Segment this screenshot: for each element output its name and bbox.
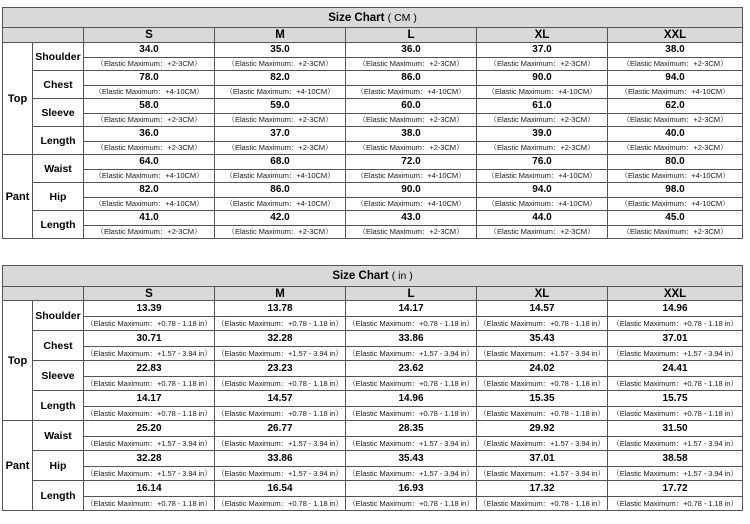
elastic-note: （Elastic Maximum：+4-10CM） xyxy=(84,86,215,99)
measurement-row xyxy=(3,43,743,58)
measurement-value: 25.20 xyxy=(84,421,215,437)
elastic-note: （Elastic Maximum：+0.78 - 1.18 in） xyxy=(84,407,215,421)
size-header-xl: XL xyxy=(477,28,608,43)
size-header-xxl: XXL xyxy=(608,28,743,43)
measurement-row xyxy=(3,155,743,170)
measurement-value: 86.0 xyxy=(215,183,346,198)
measurement-value: 35.0 xyxy=(215,43,346,58)
elastic-note: （Elastic Maximum：+0.78 - 1.18 in） xyxy=(84,497,215,511)
elastic-note: （Elastic Maximum：+0.78 - 1.18 in） xyxy=(608,497,743,511)
elastic-note: （Elastic Maximum：+2-3CM） xyxy=(477,114,608,127)
elastic-row xyxy=(3,142,743,155)
elastic-note: （Elastic Maximum：+2-3CM） xyxy=(215,58,346,71)
elastic-note: （Elastic Maximum：+1.57 - 3.94 in） xyxy=(346,467,477,481)
elastic-note: （Elastic Maximum：+2-3CM） xyxy=(346,58,477,71)
measurement-value: 37.01 xyxy=(477,451,608,467)
measurement-value: 16.54 xyxy=(215,481,346,497)
elastic-row xyxy=(3,467,743,481)
measurement-value: 38.58 xyxy=(608,451,743,467)
elastic-note: （Elastic Maximum：+4-10CM） xyxy=(477,198,608,211)
size-header-l: L xyxy=(346,28,477,43)
size-header-blank xyxy=(3,28,84,43)
chart-unit: ( in ) xyxy=(391,270,413,282)
elastic-note: （Elastic Maximum：+0.78 - 1.18 in） xyxy=(84,317,215,331)
measurement-value: 90.0 xyxy=(477,71,608,86)
chart-title xyxy=(3,8,743,28)
elastic-note: （Elastic Maximum：+4-10CM） xyxy=(84,198,215,211)
elastic-note: （Elastic Maximum：+1.57 - 3.94 in） xyxy=(215,437,346,451)
measurement-row xyxy=(3,127,743,142)
elastic-row xyxy=(3,437,743,451)
measurement-value: 33.86 xyxy=(346,331,477,347)
measurement-value: 16.93 xyxy=(346,481,477,497)
measurement-value: 13.78 xyxy=(215,301,346,317)
elastic-note: （Elastic Maximum：+0.78 - 1.18 in） xyxy=(477,377,608,391)
elastic-note: （Elastic Maximum：+2-3CM） xyxy=(608,226,743,239)
measurement-value: 33.86 xyxy=(215,451,346,467)
elastic-note: （Elastic Maximum：+0.78 - 1.18 in） xyxy=(477,317,608,331)
elastic-note: （Elastic Maximum：+0.78 - 1.18 in） xyxy=(346,377,477,391)
measurement-label: Waist xyxy=(33,421,84,451)
measurement-label: Sleeve xyxy=(33,361,84,391)
measurement-value: 22.83 xyxy=(84,361,215,377)
elastic-note: （Elastic Maximum：+1.57 - 3.94 in） xyxy=(84,467,215,481)
size-header-m: M xyxy=(215,287,346,301)
elastic-note: （Elastic Maximum：+2-3CM） xyxy=(608,114,743,127)
measurement-value: 14.17 xyxy=(84,391,215,407)
size-chart-table xyxy=(2,265,743,511)
measurement-label: Chest xyxy=(33,331,84,361)
measurement-value: 17.32 xyxy=(477,481,608,497)
measurement-label: Length xyxy=(33,391,84,421)
elastic-note: （Elastic Maximum：+0.78 - 1.18 in） xyxy=(84,377,215,391)
measurement-value: 23.23 xyxy=(215,361,346,377)
elastic-note: （Elastic Maximum：+4-10CM） xyxy=(608,86,743,99)
measurement-value: 98.0 xyxy=(608,183,743,198)
measurement-row xyxy=(3,331,743,347)
measurement-value: 17.72 xyxy=(608,481,743,497)
measurement-row xyxy=(3,361,743,377)
elastic-note: （Elastic Maximum：+0.78 - 1.18 in） xyxy=(608,377,743,391)
group-label-pant: Pant xyxy=(3,421,33,511)
elastic-note: （Elastic Maximum：+4-10CM） xyxy=(215,86,346,99)
elastic-note: （Elastic Maximum：+1.57 - 3.94 in） xyxy=(215,467,346,481)
measurement-value: 44.0 xyxy=(477,211,608,226)
elastic-note: （Elastic Maximum：+2-3CM） xyxy=(346,226,477,239)
elastic-note: （Elastic Maximum：+1.57 - 3.94 in） xyxy=(84,347,215,361)
measurement-value: 40.0 xyxy=(608,127,743,142)
elastic-note: （Elastic Maximum：+2-3CM） xyxy=(608,58,743,71)
elastic-row xyxy=(3,407,743,421)
measurement-value: 15.35 xyxy=(477,391,608,407)
elastic-note: （Elastic Maximum：+1.57 - 3.94 in） xyxy=(477,467,608,481)
elastic-note: （Elastic Maximum：+0.78 - 1.18 in） xyxy=(608,317,743,331)
measurement-value: 35.43 xyxy=(477,331,608,347)
measurement-value: 58.0 xyxy=(84,99,215,114)
measurement-value: 68.0 xyxy=(215,155,346,170)
measurement-row xyxy=(3,71,743,86)
elastic-note: （Elastic Maximum：+1.57 - 3.94 in） xyxy=(215,347,346,361)
measurement-label: Hip xyxy=(33,183,84,211)
size-header-xxl: XXL xyxy=(608,287,743,301)
size-header-l: L xyxy=(346,287,477,301)
elastic-note: （Elastic Maximum：+1.57 - 3.94 in） xyxy=(608,347,743,361)
elastic-note: （Elastic Maximum：+2-3CM） xyxy=(84,226,215,239)
elastic-note: （Elastic Maximum：+2-3CM） xyxy=(477,226,608,239)
elastic-note: （Elastic Maximum：+1.57 - 3.94 in） xyxy=(608,467,743,481)
size-header-m: M xyxy=(215,28,346,43)
measurement-value: 82.0 xyxy=(215,71,346,86)
measurement-value: 15.75 xyxy=(608,391,743,407)
size-header-s: S xyxy=(84,287,215,301)
elastic-note: （Elastic Maximum：+2-3CM） xyxy=(215,142,346,155)
elastic-note: （Elastic Maximum：+0.78 - 1.18 in） xyxy=(346,317,477,331)
elastic-note: （Elastic Maximum：+4-10CM） xyxy=(84,170,215,183)
measurement-value: 42.0 xyxy=(215,211,346,226)
measurement-value: 35.43 xyxy=(346,451,477,467)
measurement-row xyxy=(3,421,743,437)
elastic-note: （Elastic Maximum：+1.57 - 3.94 in） xyxy=(608,437,743,451)
measurement-value: 16.14 xyxy=(84,481,215,497)
chart-title-text: Size Chart xyxy=(328,11,385,24)
measurement-value: 94.0 xyxy=(477,183,608,198)
measurement-row xyxy=(3,99,743,114)
measurement-label: Hip xyxy=(33,451,84,481)
elastic-note: （Elastic Maximum：+0.78 - 1.18 in） xyxy=(346,407,477,421)
measurement-label: Length xyxy=(33,481,84,511)
measurement-value: 37.0 xyxy=(215,127,346,142)
elastic-note: （Elastic Maximum：+1.57 - 3.94 in） xyxy=(84,437,215,451)
elastic-row xyxy=(3,170,743,183)
measurement-value: 23.62 xyxy=(346,361,477,377)
elastic-note: （Elastic Maximum：+2-3CM） xyxy=(477,142,608,155)
elastic-note: （Elastic Maximum：+2-3CM） xyxy=(215,226,346,239)
measurement-value: 38.0 xyxy=(346,127,477,142)
measurement-value: 61.0 xyxy=(477,99,608,114)
measurement-value: 34.0 xyxy=(84,43,215,58)
elastic-note: （Elastic Maximum：+4-10CM） xyxy=(608,170,743,183)
measurement-value: 24.41 xyxy=(608,361,743,377)
measurement-value: 14.57 xyxy=(215,391,346,407)
elastic-note: （Elastic Maximum：+4-10CM） xyxy=(477,86,608,99)
measurement-value: 24.02 xyxy=(477,361,608,377)
measurement-value: 32.28 xyxy=(84,451,215,467)
measurement-row xyxy=(3,451,743,467)
measurement-value: 90.0 xyxy=(346,183,477,198)
size-header-xl: XL xyxy=(477,287,608,301)
elastic-row xyxy=(3,226,743,239)
measurement-label: Sleeve xyxy=(33,99,84,127)
elastic-note: （Elastic Maximum：+1.57 - 3.94 in） xyxy=(346,437,477,451)
elastic-note: （Elastic Maximum：+2-3CM） xyxy=(346,114,477,127)
elastic-note: （Elastic Maximum：+2-3CM） xyxy=(84,58,215,71)
size-header-blank xyxy=(3,287,84,301)
measurement-value: 14.96 xyxy=(608,301,743,317)
elastic-note: （Elastic Maximum：+2-3CM） xyxy=(608,142,743,155)
measurement-value: 64.0 xyxy=(84,155,215,170)
elastic-note: （Elastic Maximum：+0.78 - 1.18 in） xyxy=(477,407,608,421)
measurement-row xyxy=(3,211,743,226)
measurement-row xyxy=(3,481,743,497)
measurement-row xyxy=(3,301,743,317)
measurement-value: 76.0 xyxy=(477,155,608,170)
elastic-note: （Elastic Maximum：+4-10CM） xyxy=(608,198,743,211)
elastic-note: （Elastic Maximum：+4-10CM） xyxy=(346,86,477,99)
chart-title-text: Size Chart xyxy=(332,270,389,282)
group-label-top: Top xyxy=(3,301,33,421)
elastic-row xyxy=(3,497,743,511)
elastic-row xyxy=(3,86,743,99)
elastic-note: （Elastic Maximum：+1.57 - 3.94 in） xyxy=(477,437,608,451)
measurement-value: 45.0 xyxy=(608,211,743,226)
measurement-label: Chest xyxy=(33,71,84,99)
measurement-value: 78.0 xyxy=(84,71,215,86)
measurement-value: 43.0 xyxy=(346,211,477,226)
elastic-row xyxy=(3,114,743,127)
elastic-note: （Elastic Maximum：+0.78 - 1.18 in） xyxy=(215,407,346,421)
measurement-value: 38.0 xyxy=(608,43,743,58)
measurement-value: 62.0 xyxy=(608,99,743,114)
measurement-label: Waist xyxy=(33,155,84,183)
group-label-top: Top xyxy=(3,43,33,155)
elastic-note: （Elastic Maximum：+1.57 - 3.94 in） xyxy=(346,347,477,361)
elastic-note: （Elastic Maximum：+1.57 - 3.94 in） xyxy=(477,347,608,361)
measurement-value: 31.50 xyxy=(608,421,743,437)
elastic-note: （Elastic Maximum：+0.78 - 1.18 in） xyxy=(346,497,477,511)
elastic-note: （Elastic Maximum：+2-3CM） xyxy=(477,58,608,71)
measurement-value: 36.0 xyxy=(84,127,215,142)
elastic-note: （Elastic Maximum：+2-3CM） xyxy=(84,142,215,155)
measurement-value: 72.0 xyxy=(346,155,477,170)
measurement-value: 59.0 xyxy=(215,99,346,114)
elastic-row xyxy=(3,198,743,211)
measurement-value: 39.0 xyxy=(477,127,608,142)
measurement-label: Shoulder xyxy=(33,301,84,331)
measurement-value: 36.0 xyxy=(346,43,477,58)
chart-title xyxy=(3,266,743,287)
measurement-value: 29.92 xyxy=(477,421,608,437)
elastic-note: （Elastic Maximum：+2-3CM） xyxy=(215,114,346,127)
measurement-value: 14.96 xyxy=(346,391,477,407)
elastic-note: （Elastic Maximum：+0.78 - 1.18 in） xyxy=(608,407,743,421)
elastic-row xyxy=(3,377,743,391)
elastic-note: （Elastic Maximum：+0.78 - 1.18 in） xyxy=(477,497,608,511)
elastic-note: （Elastic Maximum：+2-3CM） xyxy=(346,142,477,155)
elastic-note: （Elastic Maximum：+4-10CM） xyxy=(346,170,477,183)
measurement-row xyxy=(3,391,743,407)
elastic-note: （Elastic Maximum：+4-10CM） xyxy=(215,170,346,183)
elastic-note: （Elastic Maximum：+0.78 - 1.18 in） xyxy=(215,377,346,391)
size-header-s: S xyxy=(84,28,215,43)
measurement-value: 60.0 xyxy=(346,99,477,114)
measurement-value: 41.0 xyxy=(84,211,215,226)
measurement-value: 14.57 xyxy=(477,301,608,317)
elastic-note: （Elastic Maximum：+2-3CM） xyxy=(84,114,215,127)
chart-unit: ( CM ) xyxy=(387,11,417,24)
measurement-value: 28.35 xyxy=(346,421,477,437)
elastic-row xyxy=(3,58,743,71)
size-chart-table xyxy=(2,7,743,239)
measurement-value: 80.0 xyxy=(608,155,743,170)
measurement-value: 82.0 xyxy=(84,183,215,198)
group-label-pant: Pant xyxy=(3,155,33,239)
measurement-value: 37.0 xyxy=(477,43,608,58)
elastic-note: （Elastic Maximum：+0.78 - 1.18 in） xyxy=(215,497,346,511)
elastic-note: （Elastic Maximum：+4-10CM） xyxy=(215,198,346,211)
measurement-value: 94.0 xyxy=(608,71,743,86)
elastic-row xyxy=(3,317,743,331)
measurement-value: 32.28 xyxy=(215,331,346,347)
measurement-value: 37.01 xyxy=(608,331,743,347)
measurement-row xyxy=(3,183,743,198)
measurement-value: 26.77 xyxy=(215,421,346,437)
measurement-label: Length xyxy=(33,127,84,155)
elastic-note: （Elastic Maximum：+4-10CM） xyxy=(346,198,477,211)
measurement-value: 30.71 xyxy=(84,331,215,347)
elastic-note: （Elastic Maximum：+0.78 - 1.18 in） xyxy=(215,317,346,331)
elastic-note: （Elastic Maximum：+4-10CM） xyxy=(477,170,608,183)
measurement-label: Length xyxy=(33,211,84,239)
measurement-value: 14.17 xyxy=(346,301,477,317)
measurement-value: 86.0 xyxy=(346,71,477,86)
measurement-value: 13.39 xyxy=(84,301,215,317)
elastic-row xyxy=(3,347,743,361)
measurement-label: Shoulder xyxy=(33,43,84,71)
